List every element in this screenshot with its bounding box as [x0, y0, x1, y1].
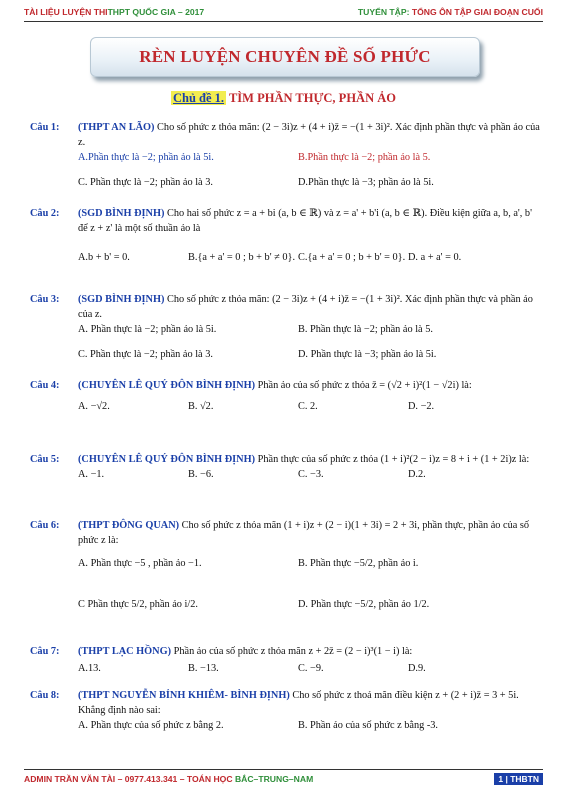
answer-row [78, 556, 540, 571]
question-7 [30, 644, 540, 676]
option-c: C.{a + a' = 0 ; b + b' = 0}. [298, 252, 406, 263]
question-source: (THPT ĐÔNG QUAN) [78, 520, 180, 531]
option-c: C. Phần thực là −2; phần ảo là 3. [78, 349, 213, 360]
option-b: B. Phần thực là −2; phần ảo là 5. [298, 324, 433, 335]
option-b: B.{a + a' = 0 ; b + b' ≠ 0}. [188, 252, 296, 263]
option-d: D. Phần thực là −3; phần ảo là 5i. [298, 349, 437, 360]
question-8 [30, 688, 540, 733]
title-banner [90, 37, 480, 77]
question-text: Phần ảo của số phức z thỏa mãn z + 2z̄ = (2 − i)³(1 − i) là: [171, 646, 413, 657]
option-d: D.9. [408, 663, 426, 674]
question-source: (SGD BÌNH ĐỊNH) [78, 294, 165, 305]
option-d: D. −2. [408, 401, 435, 412]
question-source: (THPT AN LÃO) [78, 122, 155, 133]
option-a: A.Phần thực là −2; phần ảo là 5i. [78, 152, 214, 163]
question-1 [30, 120, 540, 190]
question-source: (SGD BÌNH ĐỊNH) [78, 208, 165, 219]
option-a: A. −1. [78, 469, 105, 480]
header-left [24, 7, 204, 17]
question-source: (CHUYÊN LÊ QUÝ ĐÔN BÌNH ĐỊNH) [78, 380, 256, 391]
option-b: B. √2. [188, 401, 214, 412]
answer-row [78, 597, 540, 612]
option-c: C. −9. [298, 663, 324, 674]
topic-heading [0, 91, 567, 106]
option-d: D.Phần thực là −3; phần ảo là 5i. [298, 177, 434, 188]
footer-divider [24, 769, 543, 770]
question-source: (THPT LẠC HỒNG) [78, 646, 172, 657]
page-number-badge: 1 | THBTN [494, 773, 543, 785]
option-a: A. Phần thực −5 , phần ảo −1. [78, 558, 202, 569]
question-source: (CHUYÊN LÊ QUÝ ĐÔN BÌNH ĐỊNH) [78, 454, 256, 465]
question-6 [30, 518, 540, 612]
answer-row [78, 718, 540, 733]
option-a: A.b + b' = 0. [78, 252, 130, 263]
question-text: Cho số phức z thoả mãn điều kiện z + (2 + i)z̄ = 3 + 5i. Khẳng định nào sai: [78, 690, 519, 716]
question-text: Phần thực của số phức z thỏa (1 + i)²(2 − i)z = 8 + i + (1 + 2i)z là: [255, 454, 530, 465]
question-text: Cho số phức z thỏa mãn: (2 − 3i)z + (4 + i)z̄ = −(1 + 3i)². Xác định phần thực và phần ảo của z. [78, 294, 533, 320]
question-number: Câu 3: [30, 294, 60, 305]
header-right [358, 7, 543, 17]
answer-row [78, 347, 540, 362]
option-c: C. Phần thực là −2; phần ảo là 3. [78, 177, 213, 188]
option-a: A. −√2. [78, 401, 110, 412]
question-5 [30, 452, 540, 482]
question-number: Câu 5: [30, 454, 60, 465]
question-source: (THPT NGUYỄN BỈNH KHIÊM- BÌNH ĐỊNH) [78, 690, 290, 701]
question-2 [30, 206, 540, 265]
header-left-b: THPT QUỐC GIA – 2017 [107, 7, 205, 17]
topic-text: TÌM PHẦN THỰC, PHẦN ẢO [226, 91, 396, 105]
question-4 [30, 378, 540, 414]
answer-row [78, 175, 540, 190]
option-a: A. Phần thực của số phức z bằng 2. [78, 720, 224, 731]
question-text: Cho số phức z thỏa mãn: (2 − 3i)z + (4 + i)z̄ = −(1 + 3i)². Xác định phần thực và phần ảo của z. [78, 122, 540, 148]
question-number: Câu 2: [30, 208, 60, 219]
question-number: Câu 6: [30, 520, 60, 531]
footer-region: BẮC–TRUNG–NAM [234, 774, 314, 784]
answer-row [78, 150, 540, 165]
answer-row [78, 399, 540, 414]
answer-row [78, 661, 540, 676]
page-header [24, 7, 543, 21]
page-footer [24, 774, 313, 784]
option-b: B. −6. [188, 469, 214, 480]
option-a: A. Phần thực là −2; phần ảo là 5i. [78, 324, 217, 335]
option-d: D. a + a' = 0. [408, 252, 462, 263]
question-number: Câu 1: [30, 122, 60, 133]
question-3 [30, 292, 540, 362]
option-b: B.Phần thực là −2; phần ảo là 5. [298, 152, 431, 163]
option-b: B. −13. [188, 663, 219, 674]
question-text: Phần ảo của số phức z thỏa z̄ = (√2 + i)²(1 − √2i) là: [255, 380, 472, 391]
option-a: A.13. [78, 663, 101, 674]
option-c: C. 2. [298, 401, 318, 412]
question-number: Câu 8: [30, 690, 60, 701]
option-b: B. Phần ảo của số phức z bằng -3. [298, 720, 438, 731]
option-c: C Phần thực 5/2, phần ảo i/2. [78, 599, 198, 610]
footer-author: ADMIN TRẦN VĂN TÀI – 0977.413.341 – TOÁN HỌC [24, 774, 235, 784]
option-b: B. Phần thực −5/2, phần ảo i. [298, 558, 419, 569]
answer-row [78, 467, 540, 482]
topic-label: Chủ đề 1. [173, 91, 225, 105]
question-number: Câu 7: [30, 646, 60, 657]
header-divider [24, 21, 543, 22]
question-text: Cho số phức z thỏa mãn (1 + i)z + (2 − i)(1 + 3i) = 2 + 3i, phần thực, phần ảo của số phức z là: [78, 520, 530, 546]
option-d: D. Phần thực −5/2, phần ảo 1/2. [298, 599, 430, 610]
header-left-a: TÀI LIỆU LUYỆN THI [24, 7, 108, 17]
page-title: RÈN LUYỆN CHUYÊN ĐỀ SỐ PHỨC [139, 47, 431, 66]
option-c: C. −3. [298, 469, 324, 480]
question-number: Câu 4: [30, 380, 60, 391]
option-d: D.2. [408, 469, 426, 480]
question-text: Cho hai số phức z = a + bi (a, b ∈ ℝ) và z = a' + b'i (a, b ∈ ℝ). Điều kiện giữa a, b, a', b' để z + z' là một số thuần ảo là [78, 208, 532, 234]
answer-row [78, 322, 540, 337]
answer-row [78, 250, 540, 265]
header-right-a: TUYỂN TẬP: [357, 7, 410, 17]
header-right-b: TỔNG ÔN TẬP GIAI ĐOẠN CUỐI [411, 7, 543, 17]
